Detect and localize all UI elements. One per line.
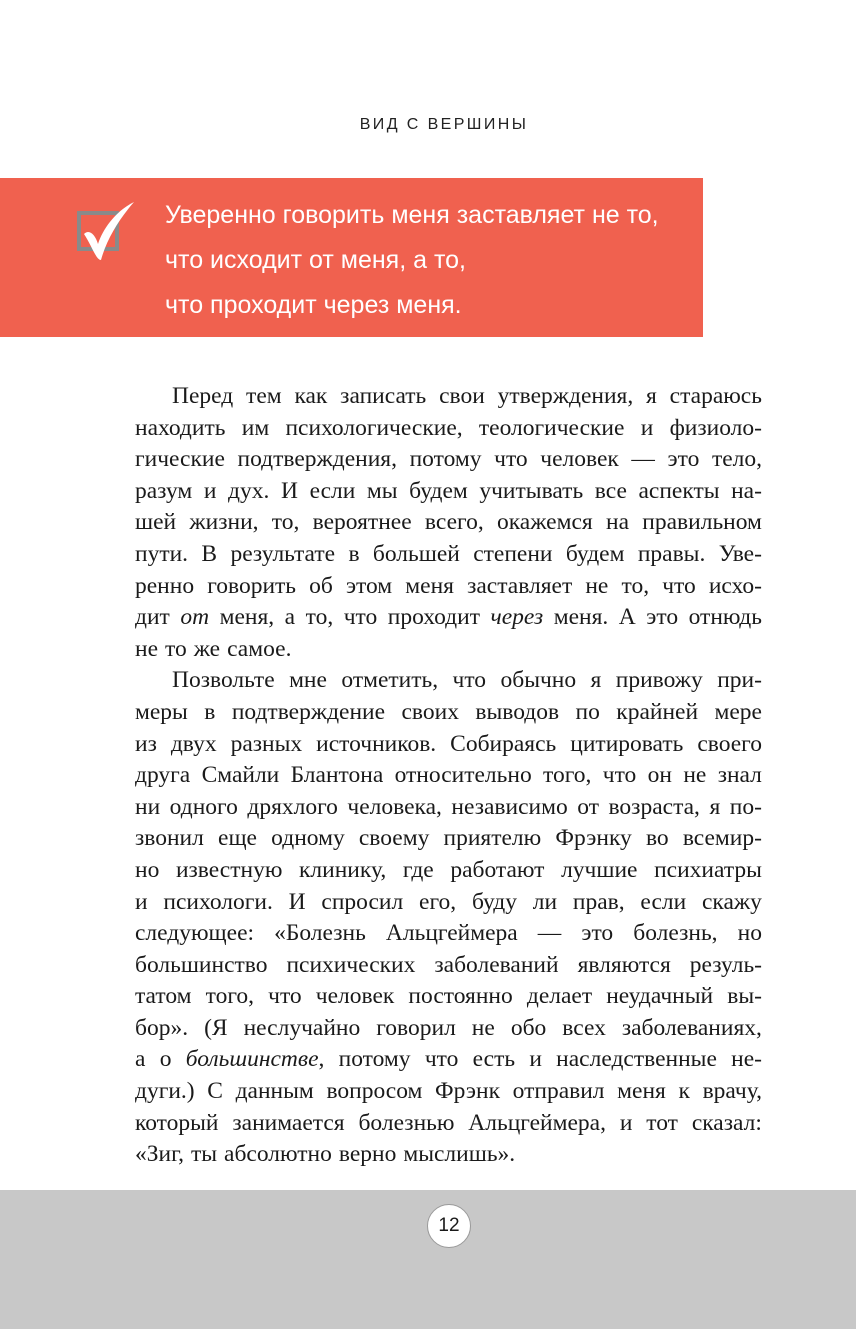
callout-line: что проходит через меня. <box>165 291 462 319</box>
word: то, <box>621 572 650 599</box>
word: при- <box>717 667 762 694</box>
word: мере <box>714 698 762 725</box>
word: обо <box>510 1014 547 1041</box>
word: меня. <box>553 604 609 631</box>
text-line <box>135 539 762 571</box>
word: тело, <box>711 446 762 473</box>
word: если <box>309 477 356 504</box>
word: Альцгеймера <box>385 920 518 947</box>
word: еще <box>218 825 257 852</box>
text-line <box>135 855 762 887</box>
word: ни <box>135 793 161 820</box>
text-line <box>135 571 762 603</box>
word: меня, <box>219 604 275 631</box>
word: но <box>737 920 762 947</box>
word: одного <box>169 793 238 820</box>
body-paragraph <box>135 381 762 665</box>
word: мыслишь». <box>403 1141 516 1168</box>
word: результате <box>230 540 336 567</box>
word: всех <box>562 1014 606 1041</box>
word: своих <box>401 698 459 725</box>
word: говорил <box>376 1014 456 1041</box>
word: не <box>135 635 159 662</box>
word: И <box>280 477 298 504</box>
word: есть <box>472 1046 516 1073</box>
word: вопросом <box>326 1078 423 1105</box>
word: меня <box>617 1078 666 1105</box>
word: являются <box>577 951 671 978</box>
text-line <box>135 476 762 508</box>
word: дит <box>135 604 170 631</box>
word: разум <box>135 477 193 504</box>
text-line <box>135 634 762 666</box>
word: друга <box>135 762 191 789</box>
page-number: 12 <box>427 1204 471 1248</box>
word: в <box>348 540 360 567</box>
word: самое. <box>227 635 292 662</box>
word: выводов <box>475 698 560 725</box>
word: приятелю <box>443 825 542 852</box>
word: отнюдь <box>688 604 762 631</box>
word: сказал: <box>691 1109 762 1136</box>
running-head: ВИД С ВЕРШИНЫ <box>359 116 529 133</box>
word: «Зиг, <box>135 1141 184 1168</box>
word: то, <box>305 604 334 631</box>
word: аспекты <box>638 477 720 504</box>
word: цитировать <box>570 730 684 757</box>
text-line <box>135 887 762 919</box>
word: татом <box>135 983 192 1010</box>
word: что <box>452 667 487 694</box>
word: дряхлого <box>247 793 338 820</box>
word: я <box>590 667 602 694</box>
text-line <box>135 444 762 476</box>
word: Смайли <box>201 762 280 789</box>
body-text <box>135 381 762 1171</box>
word: своему <box>358 825 430 852</box>
word: данным <box>235 1078 314 1105</box>
word: — <box>537 920 562 947</box>
word: делает <box>526 983 593 1010</box>
word: бор». <box>135 1014 189 1041</box>
word: мне <box>289 667 327 694</box>
callout-line: что исходит от меня, а то, <box>165 246 466 274</box>
word: что <box>602 762 637 789</box>
word: который <box>135 1109 219 1136</box>
word: Собираясь <box>450 730 557 757</box>
word: будем <box>409 477 468 504</box>
word: неслучайно <box>243 1014 361 1041</box>
word: большинство <box>135 951 268 978</box>
text-line <box>135 413 762 445</box>
word: по <box>575 698 600 725</box>
word: находить <box>135 414 226 441</box>
word: двух <box>170 730 217 757</box>
checkbox-check-icon <box>70 196 142 268</box>
word: всемир- <box>682 825 762 852</box>
word: прав, <box>572 888 625 915</box>
word: дуги.) <box>135 1078 195 1105</box>
word: правы. <box>637 540 706 567</box>
word: врачу, <box>702 1078 762 1105</box>
word: человека, <box>347 793 442 820</box>
text-line <box>135 665 762 697</box>
word: потому <box>338 1046 411 1073</box>
word: где <box>402 856 434 883</box>
word: возраста, <box>608 793 700 820</box>
word: одному <box>271 825 345 852</box>
word: всего, <box>424 509 484 536</box>
footer-band <box>0 1190 856 1329</box>
word: тем <box>246 383 282 409</box>
word: я <box>709 793 721 820</box>
text-line <box>135 1044 762 1076</box>
text-line <box>135 981 762 1013</box>
word: человек <box>315 983 395 1010</box>
word: на- <box>731 477 762 504</box>
word: учитывать <box>479 477 584 504</box>
word: потому <box>409 446 482 473</box>
word: не <box>683 762 707 789</box>
word: клинику, <box>299 856 387 883</box>
text-line <box>135 602 762 634</box>
word: будем <box>565 540 625 567</box>
word: а <box>284 604 296 631</box>
word: что <box>662 572 696 599</box>
word: на <box>606 509 630 536</box>
word: но <box>135 856 160 883</box>
word: отправил <box>512 1078 605 1105</box>
word: и <box>203 477 217 504</box>
word: гические <box>135 446 225 473</box>
word: вероятнее <box>312 509 412 536</box>
word: относительно <box>394 762 532 789</box>
word: человек <box>540 446 619 473</box>
word: дух. <box>228 477 270 504</box>
word: что <box>494 446 528 473</box>
word: и <box>529 1046 542 1073</box>
word: исхо- <box>708 572 762 599</box>
word: не <box>471 1014 495 1041</box>
word: большей <box>372 540 460 567</box>
word: знал <box>717 762 762 789</box>
word: это <box>646 604 679 631</box>
word: Перед <box>172 383 234 409</box>
word: подтверждение <box>231 698 386 725</box>
word: Блантона <box>290 762 384 789</box>
text-line <box>135 729 762 761</box>
text-line <box>135 950 762 982</box>
word: привожу <box>615 667 703 694</box>
word: заболеваниях, <box>621 1014 762 1041</box>
word: что <box>424 1046 459 1073</box>
word: говорить <box>207 572 297 599</box>
word: спросил <box>321 888 404 915</box>
body-paragraph <box>135 665 762 1171</box>
text-line <box>135 1013 762 1045</box>
word: того, <box>543 762 592 789</box>
text-line <box>135 1108 762 1140</box>
word: свои <box>439 383 485 409</box>
word: скажу <box>701 888 762 915</box>
word: Фрэнк <box>435 1078 501 1105</box>
word: абсолютно <box>224 1141 332 1168</box>
text-line <box>135 507 762 539</box>
word: записать <box>340 383 427 409</box>
word: независимо <box>451 793 568 820</box>
word: по- <box>729 793 762 820</box>
word: это <box>581 920 614 947</box>
word: о <box>159 1046 172 1073</box>
word: А <box>618 604 636 631</box>
word: как <box>294 383 328 409</box>
word: что <box>268 983 302 1010</box>
word: С <box>207 1078 223 1105</box>
word: (Я <box>204 1014 228 1041</box>
word: он <box>647 762 672 789</box>
word: своего <box>697 730 762 757</box>
word: Фрэнку <box>555 825 632 852</box>
word: и <box>619 1109 633 1136</box>
word: — <box>631 446 655 473</box>
word: все <box>594 477 627 504</box>
text-line <box>135 1139 762 1171</box>
word: звонил <box>135 825 204 852</box>
word: В <box>201 540 218 567</box>
word: его, <box>419 888 457 915</box>
word: не- <box>731 1046 762 1073</box>
word: правильном <box>642 509 762 536</box>
word: меры <box>135 698 188 725</box>
word: неудачный <box>606 983 714 1010</box>
word: разных <box>230 730 303 757</box>
text-line <box>135 918 762 950</box>
word: буду <box>471 888 517 915</box>
word: психологи. <box>163 888 273 915</box>
word: вы- <box>727 983 762 1010</box>
word: болезнью <box>358 1109 455 1136</box>
word: лучшие <box>561 856 638 883</box>
word: Альцгеймера, <box>468 1109 606 1136</box>
word: если <box>640 888 687 915</box>
text-line <box>135 823 762 855</box>
word: от <box>180 604 210 631</box>
word: мы <box>366 477 398 504</box>
word: утверждения, <box>497 383 634 409</box>
word: занимается <box>232 1109 345 1136</box>
word: к <box>678 1078 690 1105</box>
word: психических <box>286 951 416 978</box>
word: тот <box>646 1109 678 1136</box>
word: что <box>343 604 378 631</box>
text-line <box>135 760 762 792</box>
word: отметить, <box>341 667 439 694</box>
word: этом <box>345 572 393 599</box>
word: известную <box>175 856 283 883</box>
word: а <box>135 1046 146 1073</box>
word: физиоло- <box>669 414 762 441</box>
word: проходит <box>387 604 480 631</box>
word: степени <box>473 540 553 567</box>
word: психиатры <box>654 856 762 883</box>
word: жизни, <box>189 509 259 536</box>
word: не <box>585 572 609 599</box>
word: окажемся <box>497 509 593 536</box>
word: того, <box>205 983 255 1010</box>
word: наследственные <box>556 1046 717 1073</box>
text-line <box>135 792 762 824</box>
callout-text <box>165 193 659 328</box>
word: же <box>193 635 221 662</box>
word: ренно <box>135 572 195 599</box>
word: работают <box>450 856 545 883</box>
word: обычно <box>500 667 577 694</box>
word: им <box>241 414 270 441</box>
word: и <box>135 888 148 915</box>
word: большинстве, <box>185 1046 325 1073</box>
word: через <box>490 604 544 631</box>
word: постоянно <box>408 983 513 1010</box>
word: резуль- <box>689 951 762 978</box>
word: во <box>645 825 669 852</box>
word: от <box>577 793 599 820</box>
text-line <box>135 381 762 413</box>
word: болезнь, <box>633 920 718 947</box>
word: стараюсь <box>669 383 762 409</box>
text-line <box>135 697 762 729</box>
word: то, <box>271 509 300 536</box>
word: в <box>204 698 216 725</box>
word: то <box>165 635 187 662</box>
word: заболеваний <box>434 951 559 978</box>
word: шей <box>135 509 177 536</box>
word: Позвольте <box>172 667 275 694</box>
word: подтверждения, <box>237 446 397 473</box>
text-line <box>135 1076 762 1108</box>
word: «Болезнь <box>274 920 366 947</box>
word: меня <box>405 572 454 599</box>
word: источников. <box>316 730 437 757</box>
word: и <box>640 414 654 441</box>
word: крайней <box>616 698 699 725</box>
word: психологические, <box>285 414 463 441</box>
word: ли <box>532 888 558 915</box>
word: Уве- <box>718 540 762 567</box>
word: заставляет <box>467 572 573 599</box>
word: об <box>309 572 333 599</box>
word: следующее: <box>135 920 255 947</box>
word: теологические <box>478 414 625 441</box>
word: я <box>646 383 657 409</box>
word: И <box>288 888 306 915</box>
word: ты <box>190 1141 218 1168</box>
word: пути. <box>135 540 189 567</box>
callout-line: Уверенно говорить меня заставляет не то, <box>165 201 659 229</box>
word: из <box>135 730 157 757</box>
word: это <box>667 446 700 473</box>
word: верно <box>338 1141 397 1168</box>
